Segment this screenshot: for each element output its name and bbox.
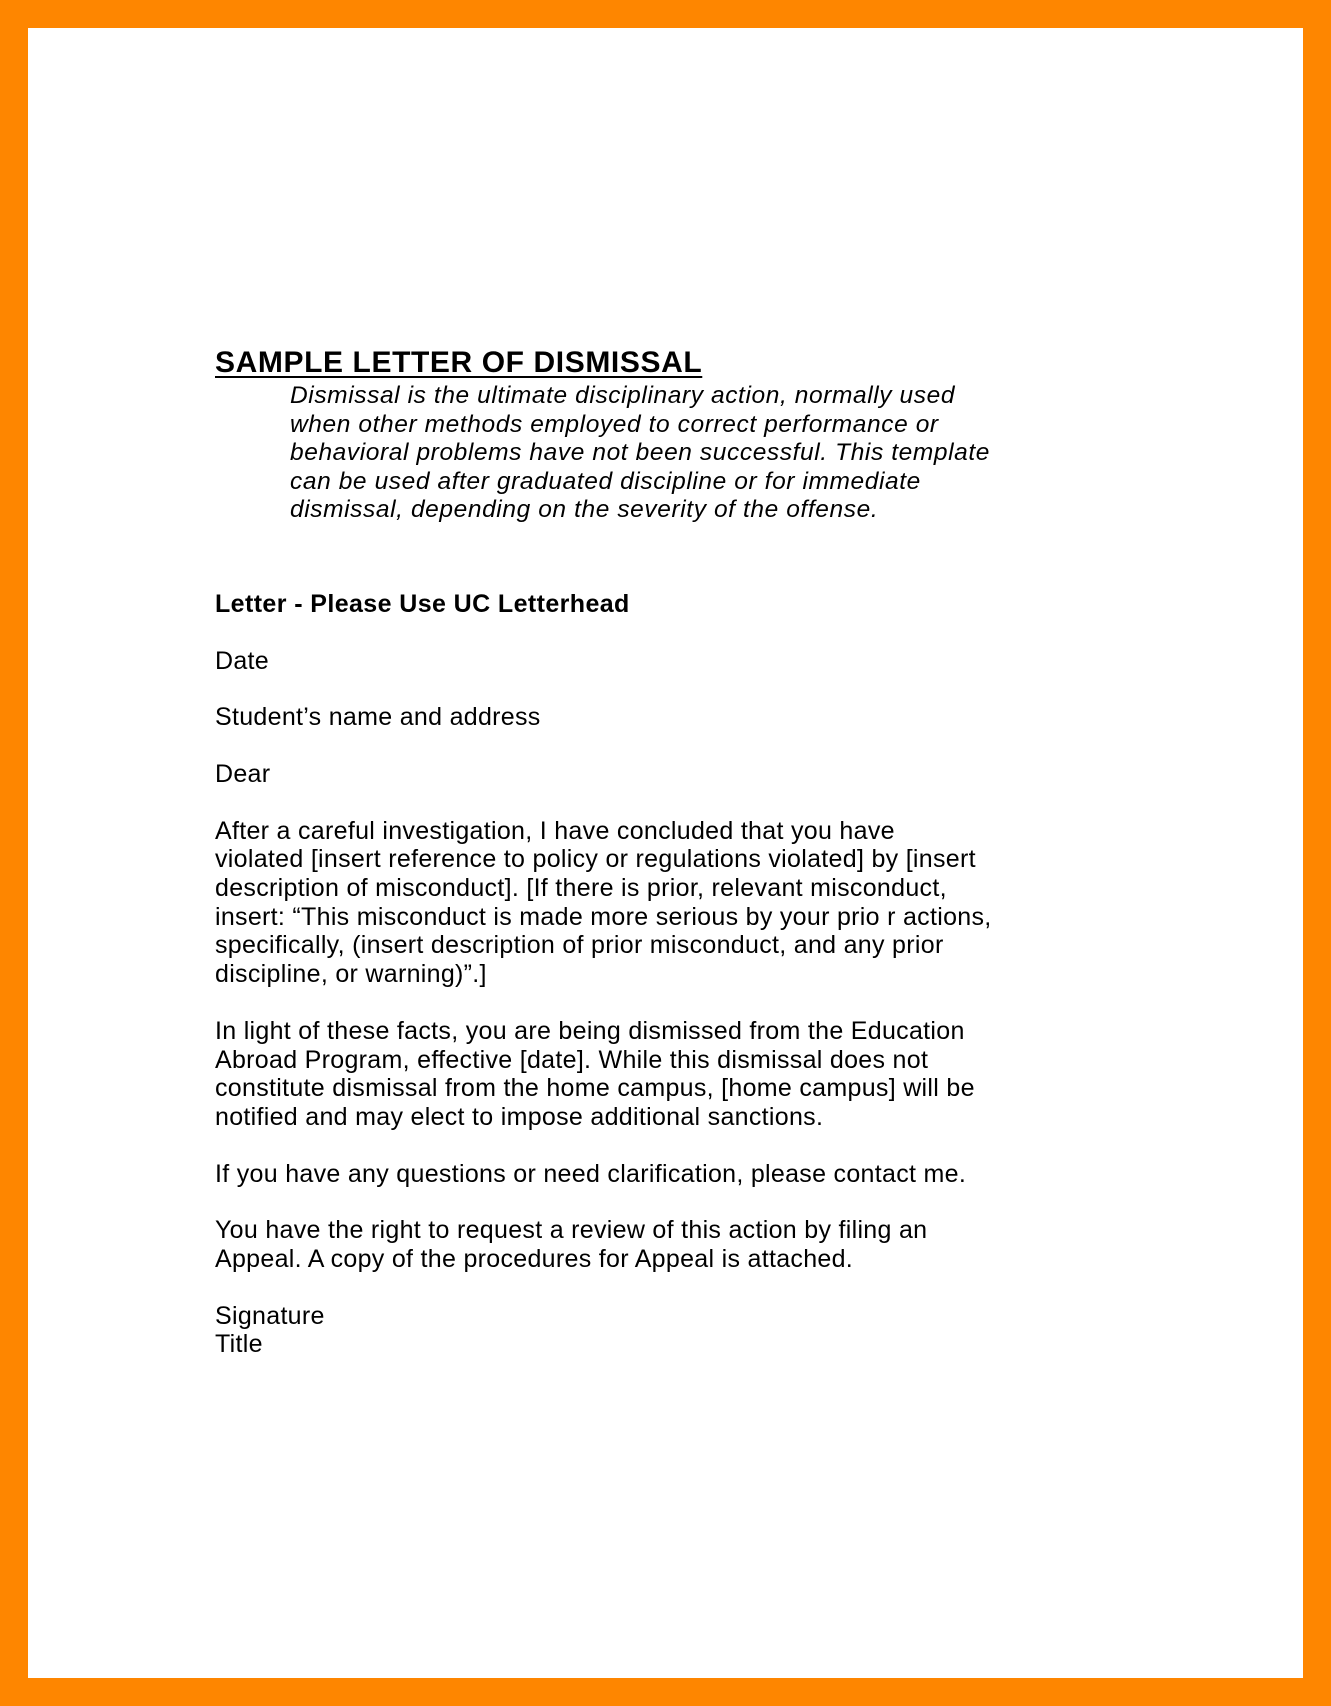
signature-block	[215, 1302, 1175, 1359]
letterhead-heading: Letter - Please Use UC Letterhead	[215, 589, 630, 618]
paragraph-investigation	[215, 817, 1175, 989]
paragraph-line: Abroad Program, effective [date]. While this dismissal does not	[215, 1045, 929, 1074]
paragraph-line: After a careful investigation, I have concluded that you have	[215, 816, 895, 845]
letter-content	[215, 346, 1175, 1359]
paragraph-line: notified and may elect to impose additional sanctions.	[215, 1102, 824, 1131]
date-label: Date	[215, 646, 270, 675]
paragraph-contact	[215, 1160, 1175, 1189]
paragraph-line: constitute dismissal from the home campus, [home campus] will be	[215, 1074, 975, 1103]
paragraph-line: You have the right to request a review of this action by filing an	[215, 1216, 928, 1245]
intro-line: dismissal, depending on the severity of the offense.	[290, 496, 879, 523]
intro-note	[290, 382, 1150, 525]
paragraph-line: If you have any questions or need clarification, please contact me.	[215, 1159, 967, 1188]
signature-title: Title	[215, 1330, 263, 1359]
intro-line: can be used after graduated discipline or for immediate	[290, 467, 921, 495]
salutation-line	[215, 760, 1175, 789]
signature-label: Signature	[215, 1301, 325, 1330]
intro-line: Dismissal is the ultimate disciplinary action, normally used	[290, 382, 956, 409]
paragraph-line: Appeal. A copy of the procedures for Appeal is attached.	[215, 1245, 854, 1274]
paragraph-line: violated [insert reference to policy or regulations violated] by [insert	[215, 845, 976, 874]
recipient-line	[215, 703, 1175, 732]
intro-line: behavioral problems have not been successful. This template	[290, 439, 990, 466]
date-line	[215, 647, 1175, 676]
salutation: Dear	[215, 759, 271, 788]
paragraph-appeal	[215, 1216, 1175, 1273]
document-page	[28, 28, 1303, 1678]
paragraph-dismissal	[215, 1017, 1175, 1132]
paragraph-line: discipline, or warning)”.]	[215, 960, 487, 989]
student-label: Student’s name and address	[215, 703, 541, 732]
paragraph-line: description of misconduct]. [If there is prior, relevant misconduct,	[215, 874, 947, 903]
paragraph-line: specifically, (insert description of prior misconduct, and any prior	[215, 931, 944, 960]
paragraph-line: In light of these facts, you are being dismissed from the Education	[215, 1016, 965, 1045]
paragraph-line: insert: “This misconduct is made more serious by your prio r actions,	[215, 902, 992, 931]
document-title: SAMPLE LETTER OF DISMISSAL	[215, 346, 703, 379]
intro-line: when other methods employed to correct performance or	[290, 410, 939, 438]
